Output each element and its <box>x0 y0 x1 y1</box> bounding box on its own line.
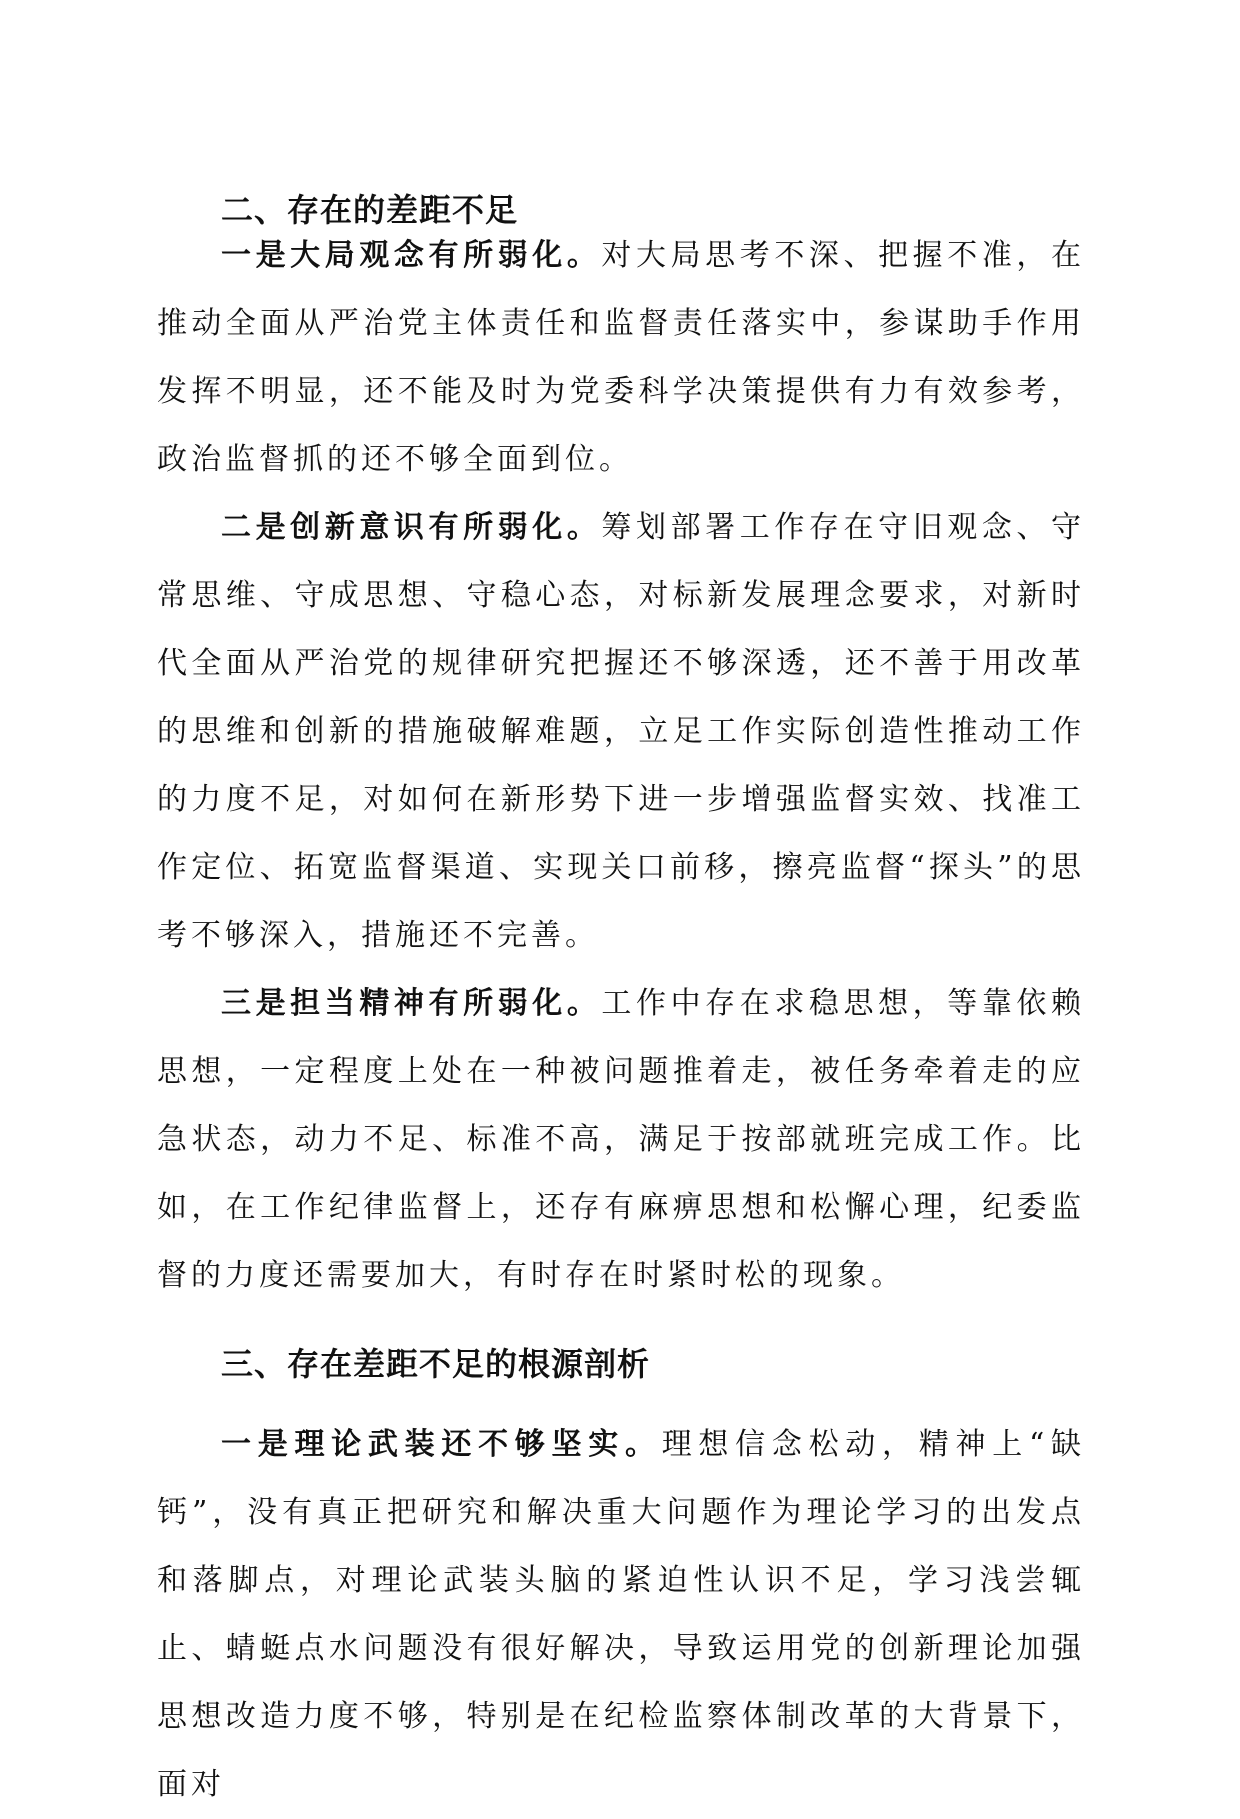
paragraph-theory <box>157 1411 1085 1819</box>
paragraph-text: 理想信念松动，精神上“缺钙”，没有真正把研究和解决重大问题作为理论学习的出发点和落脚点，对理论武装头脑的紧迫性认识不足，学习浅尝辄止、蜻蜓点水问题没有很好解决，导致运用党的创新理论加强思想改造力度不够，特别是在纪检监察体制改革的大背景下，面对 <box>157 1427 1086 1802</box>
document-body <box>157 190 1085 1819</box>
section-heading-root-causes: 三、存在差距不足的根源剖析 <box>221 1345 651 1383</box>
paragraph-text: 筹划部署工作存在守旧观念、守常思维、守成思想、守稳心态，对标新发展理念要求，对新时代全面从严治党的规律研究把握还不够深透，还不善于用改革的思维和创新的措施破解难题，立足工作实际创造性推动工作的力度不足，对如何在新形势下进一步增强监督实效、找准工作定位、拓宽监督渠道、实现关口前移，擦亮监督“探头”的思考不够深入，措施还不完善。 <box>157 510 1086 953</box>
paragraph-lead: 一是大局观念有所弱化。 <box>221 238 602 273</box>
section-heading-shortcomings: 二、存在的差距不足 <box>221 191 519 229</box>
paragraph-responsibility <box>157 970 1085 1310</box>
paragraph-lead: 三是担当精神有所弱化。 <box>221 986 602 1021</box>
paragraph-text: 对大局思考不深、把握不准，在推动全面从严治党主体责任和监督责任落实中，参谋助手作用发挥不明显，还不能及时为党委科学决策提供有力有效参考，政治监督抓的还不够全面到位。 <box>157 238 1086 477</box>
paragraph-lead: 二是创新意识有所弱化。 <box>221 510 602 545</box>
paragraph-lead: 一是理论武装还不够坚实。 <box>221 1427 662 1462</box>
paragraph-overall-view <box>157 222 1085 494</box>
paragraph-innovation <box>157 494 1085 970</box>
paragraph-text: 工作中存在求稳思想，等靠依赖思想，一定程度上处在一种被问题推着走，被任务牵着走的应急状态，动力不足、标准不高，满足于按部就班完成工作。比如，在工作纪律监督上，还存有麻痹思想和松懈心理，纪委监督的力度还需要加大，有时存在时紧时松的现象。 <box>157 986 1086 1293</box>
